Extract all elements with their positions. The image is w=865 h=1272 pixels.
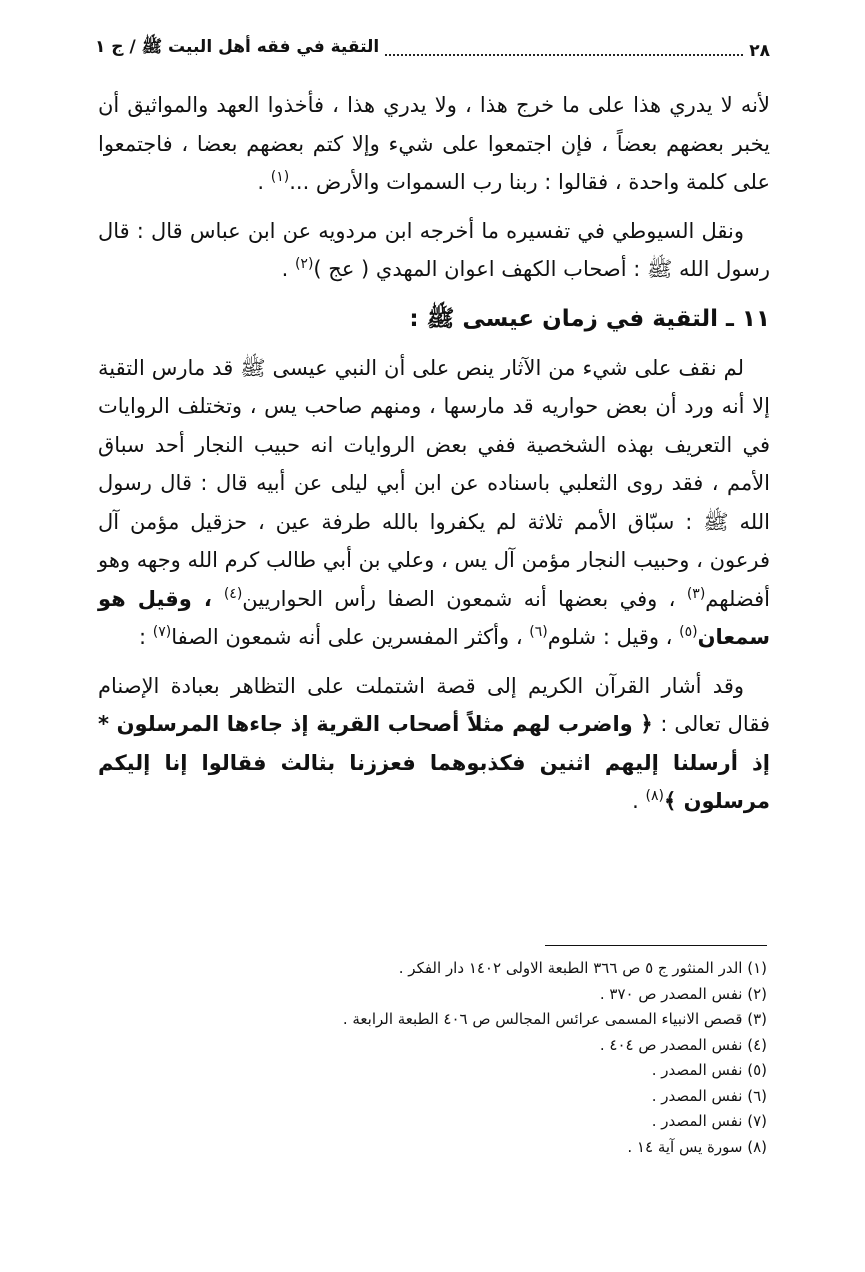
paragraph-end: . — [257, 170, 271, 194]
running-title: التقية في فقه أهل البيت ﷺ / ج ١ — [95, 37, 380, 57]
footnote-item: (٧) نفس المصدر . — [651, 1112, 767, 1130]
page-number: ٢٨ — [749, 41, 770, 61]
footnote-ref: (٨) — [645, 788, 664, 804]
footnote-item: (٤) نفس المصدر ص ٤٠٤ . — [599, 1035, 767, 1054]
paragraph-text: وقد أشار القرآن الكريم إلى قصة اشتملت على التظاهر بعبادة الإصنام فقال تعالى : — [98, 673, 770, 736]
paragraph-end: . — [632, 789, 646, 813]
footnote-item: (١) الدر المنثور ج ٥ ص ٣٦٦ الطبعة الاولى ١٤٠٢ دار الفكر . — [398, 959, 767, 977]
footnote-ref: (٣) — [686, 585, 706, 602]
main-text — [98, 86, 770, 831]
footnote-ref: (٤) — [223, 585, 243, 602]
footnote-item: (٥) نفس المصدر . — [651, 1061, 767, 1079]
paragraph — [98, 86, 770, 202]
header-dot-leader — [385, 54, 743, 56]
footnote-rule — [545, 945, 767, 946]
paragraph-end: : — [138, 625, 153, 649]
paragraph — [98, 667, 770, 821]
footnote-ref: (١) — [270, 169, 290, 185]
paragraph-text: لم نقف على شيء من الآثار ينص على أن النبي عيسى ﷺ قد مارس التقية إلا أنه ورد أن بعض حواريه قد مارسها ، ومنهم صاحب يس ، وتختلف الروايات في التعريف بهذه الشخصية ففي بعض الروايات انه حبيب النجار أحد سباق الأمم ، فقد روى الثعلبي باسناده عن ابن أبي ليلى عن أبيه قال : قال رسول الله ﷺ : سبّاق الأمم ثلاثة لم يكفروا بالله طرفة عين ، حزقيل مؤمن آل فرعون ، وحبيب النجار مؤمن آل يس ، وعلي بن أبي طالب كرم الله وجهه وهو أفضلهم — [98, 355, 770, 611]
running-head — [95, 36, 770, 61]
paragraph-text: ، وقيل هو سمعان — [98, 586, 770, 649]
footnote-ref: (٦) — [529, 624, 548, 640]
footnote-item: (٢) نفس المصدر ص ٣٧٠ . — [599, 984, 767, 1003]
paragraph-text: ، وقيل : شلوم — [547, 625, 680, 649]
footnote-ref: (٥) — [679, 624, 698, 640]
paragraph-end: . — [281, 257, 295, 281]
paragraph-text: ، وفي بعضها أنه شمعون الصفا رأس الحواريين — [242, 586, 687, 611]
footnote-ref: (٢) — [294, 256, 314, 272]
footnotes — [167, 956, 767, 1160]
quran-quote: ﴿ واضرب لهم مثلاً أصحاب القرية إذ جاءها المرسلون * إذ أرسلنا إليهم اثنين فكذبوهما فعززنا بثالث فقالوا إنا إليكم مرسلون ﴾ — [98, 712, 770, 813]
paragraph — [98, 212, 770, 289]
paragraph-text: ونقل السيوطي في تفسيره ما أخرجه ابن مردويه عن ابن عباس قال : قال رسول الله ﷺ : أصحاب الكهف اعوان المهدي ( عج ) — [98, 218, 770, 281]
footnote-item: (٣) قصص الانبياء المسمى عرائس المجالس ص ٤٠٦ الطبعة الرابعة . — [342, 1010, 767, 1028]
section-heading: ١١ ـ التقية في زمان عيسى ﷺ : — [409, 305, 770, 332]
paragraph-text: لأنه لا يدري هذا على ما خرج هذا ، ولا يدري هذا ، فأخذوا العهد والمواثيق أن يخبر بعضهم بعضاً ، فإن اجتمعوا على شيء وإلا كتم بعضهم بعضا ، فاجتمعوا على كلمة واحدة ، فقالوا : ربنا رب السموات والأرض ... — [98, 93, 770, 194]
footnote-item: (٨) سورة يس آية ١٤ . — [627, 1137, 767, 1156]
paragraph-text: ، وأكثر المفسرين على أنه شمعون الصفا — [171, 625, 530, 649]
footnote-ref: (٧) — [152, 624, 172, 640]
footnote-item: (٦) نفس المصدر . — [651, 1086, 767, 1105]
paragraph — [98, 349, 770, 657]
